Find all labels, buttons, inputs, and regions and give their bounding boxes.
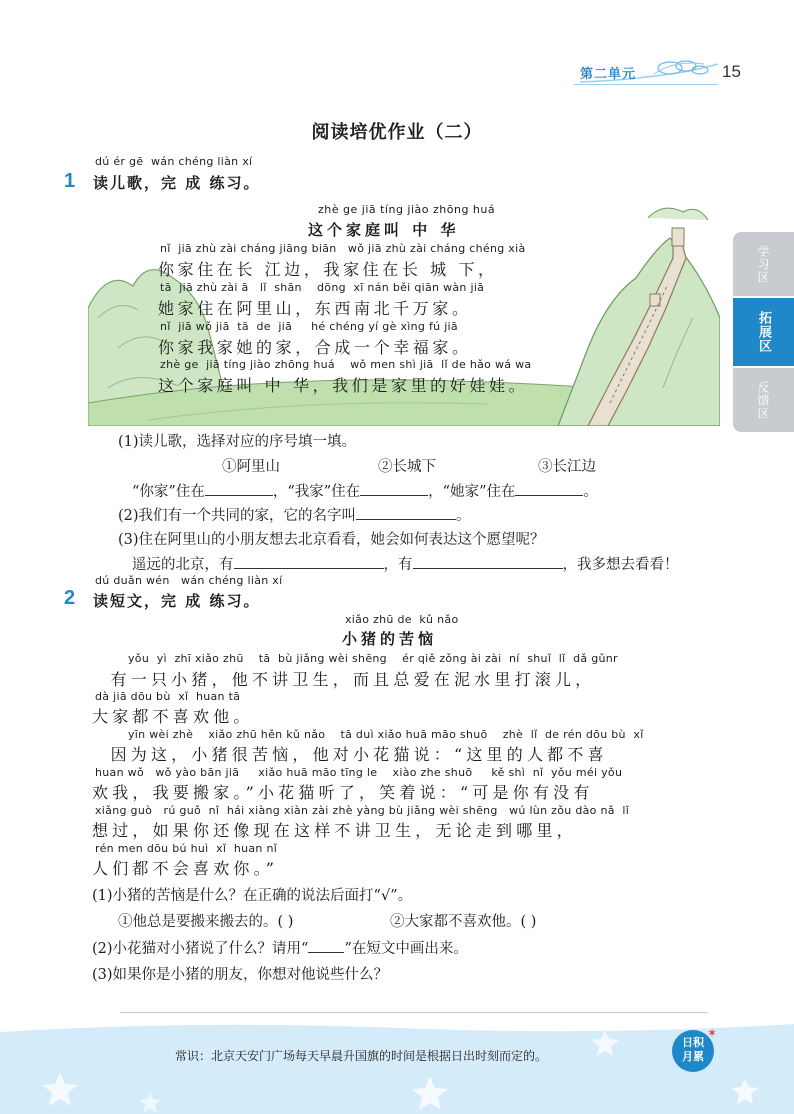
story-title: 小猪的苦恼 xyxy=(342,630,438,648)
fill-text: “你家”住在 xyxy=(132,484,205,500)
tab-label: 学习区 xyxy=(756,244,770,284)
poem-line: 这个家庭叫 中 华，我们是家里的好娃娃。 xyxy=(158,376,529,395)
q1-sub1-fill xyxy=(132,480,598,501)
story-line-pinyin: yīn wèi zhè xiǎo zhū hěn kǔ nǎo tā duì xiǎo huā māo shuō zhè lǐ de rén dōu bù xǐ xyxy=(128,728,644,741)
q2-option-2[interactable]: ②大家都不喜欢他。( ) xyxy=(390,914,537,930)
story-line: 因为这，小猪很苦恼，他对小花猫说：“这里的人都不喜 xyxy=(92,745,608,764)
answer-blank-her-home[interactable] xyxy=(515,481,583,496)
story-line: 欢我，我要搬家。”小花猫听了，笑着说：“可是你有没有 xyxy=(92,783,594,802)
instruction-pinyin: dú duǎn wén wán chéng liàn xí xyxy=(95,574,283,587)
story-line: 人们都不会喜欢你。” xyxy=(92,859,279,878)
poem-line: 你家住在长 江边，我家住在长 城 下， xyxy=(158,260,498,279)
tab-study-area[interactable] xyxy=(733,232,794,296)
q1-sub1-prompt: (1)读儿歌，选择对应的序号填一填。 xyxy=(118,434,357,450)
story-line: 大家都不喜欢他。 xyxy=(92,707,254,726)
fill-text: 。 xyxy=(583,484,598,500)
q1-sub2 xyxy=(118,504,471,525)
story-line: 想过，如果你还像现在这样不讲卫生，无论走到哪里， xyxy=(92,821,577,840)
page-title: 阅读培优作业（二） xyxy=(311,122,483,143)
q1-sub2-end: 。 xyxy=(456,508,471,524)
story-line-pinyin: huan wǒ wǒ yào bān jiā xiǎo huā māo tīng le xiào zhe shuō kě shì nǐ yǒu méi yǒu xyxy=(95,766,623,779)
answer-blank-home-name[interactable] xyxy=(356,505,456,520)
q1-sub3-prompt: (3)住在阿里山的小朋友想去北京看看，她会如何表达这个愿望呢？ xyxy=(118,532,545,548)
poem-line-pinyin: tā jiā zhù zài ā lǐ shān dōng xī nán běi qiān wàn jiā xyxy=(160,281,485,294)
story-line-pinyin: dà jiā dōu bù xǐ huan tā xyxy=(95,690,241,703)
q2-sub2-prompt-b: ”在短文中画出来。 xyxy=(344,941,468,957)
story-line-pinyin: yǒu yì zhī xiǎo zhū tā bù jiǎng wèi shēng ér qiě zǒng ài zài ní shuǐ lǐ dǎ gǔnr xyxy=(128,652,618,665)
instruction-text: 读儿歌，完 成 练习。 xyxy=(93,174,261,192)
instruction-pinyin: dú ér gē wán chéng liàn xí xyxy=(95,155,253,168)
q2-sub2-prompt-a: (2)小花猫对小猪说了什么？请用“ xyxy=(92,941,309,957)
answer-blank-my-home[interactable] xyxy=(360,481,428,496)
poem-line-pinyin: zhè ge jiā tíng jiào zhōng huá wǒ men shì jiā lǐ de hǎo wá wa xyxy=(160,358,532,371)
instruction-text: 读短文，完 成 练习。 xyxy=(93,592,261,610)
story-line-pinyin: rén men dōu bú huì xǐ huan nǐ xyxy=(95,842,278,855)
story-line: 有一只小猪，他不讲卫生，而且总爱在泥水里打滚儿， xyxy=(92,670,596,689)
tab-label: 拓展区 xyxy=(756,311,771,353)
badge-line: 月累 xyxy=(682,1050,704,1063)
q1-option-3: ③长江边 xyxy=(538,459,596,475)
poem-line: 她家住在阿里山，东西南北千万家。 xyxy=(158,299,472,318)
q2-sub3-prompt: (3)如果你是小猪的朋友，你想对他说些什么？ xyxy=(92,967,389,983)
poem-line: 你家我家她的家，合成一个幸福家。 xyxy=(158,338,472,357)
answer-text: 遥远的北京，有 xyxy=(132,557,234,573)
story-title-pinyin: xiǎo zhū de kǔ nǎo xyxy=(345,613,459,626)
question-number: 2 xyxy=(64,587,76,609)
poem-title-pinyin: zhè ge jiā tíng jiào zhōng huá xyxy=(318,203,496,216)
poem-line-pinyin: nǐ jiā zhù zài cháng jiāng biān wǒ jiā zhù zài cháng chéng xià xyxy=(160,242,526,255)
footer-fact: 常识：北京天安门广场每天早晨升国旗的时间是根据日出时刻而定的。 xyxy=(175,1049,548,1063)
answer-text: ，有 xyxy=(383,557,413,573)
answer-blank-wish-2[interactable] xyxy=(413,554,563,569)
underline-sample xyxy=(308,942,344,953)
q2-sub1-prompt: (1)小猪的苦恼是什么？在正确的说法后面打“√”。 xyxy=(92,888,413,904)
tab-label: 反馈区 xyxy=(756,380,770,420)
q2-option-1[interactable]: ①他总是要搬来搬去的。( ) xyxy=(118,914,294,930)
page-number: 15 xyxy=(722,62,741,81)
fill-text: ，“她家”住在 xyxy=(428,484,516,500)
poem-line-pinyin: nǐ jiā wǒ jiā tā de jiā hé chéng yí gè xìng fú jiā xyxy=(160,320,458,333)
tab-feedback-area[interactable] xyxy=(733,368,794,432)
tab-extension-area[interactable] xyxy=(733,298,794,366)
answer-blank-wish-1[interactable] xyxy=(234,554,384,569)
question-number: 1 xyxy=(64,170,76,192)
story-line-pinyin: xiǎng guò rú guǒ nǐ hái xiàng xiàn zài zhè yàng bù jiǎng wèi shēng wú lùn zǒu dào nǎ lǐ xyxy=(95,804,630,817)
q1-sub3-answer xyxy=(132,553,679,574)
fill-text: ，“我家”住在 xyxy=(272,484,361,500)
unit-label: 第二单元 xyxy=(580,66,637,81)
badge-line: 日积 xyxy=(682,1036,704,1049)
q1-option-1: ①阿里山 xyxy=(222,459,280,475)
answer-blank-your-home[interactable] xyxy=(205,481,273,496)
badge-star-icon: ✶ xyxy=(707,1026,718,1040)
q1-sub2-prompt: (2)我们有一个共同的家，它的名字叫 xyxy=(118,508,357,524)
header-divider xyxy=(574,84,718,85)
answer-text: ，我多想去看看！ xyxy=(562,557,679,573)
q1-option-2: ②长城下 xyxy=(378,459,436,475)
poem-title: 这个家庭叫 中 华 xyxy=(308,221,460,239)
q2-sub2 xyxy=(92,937,468,958)
